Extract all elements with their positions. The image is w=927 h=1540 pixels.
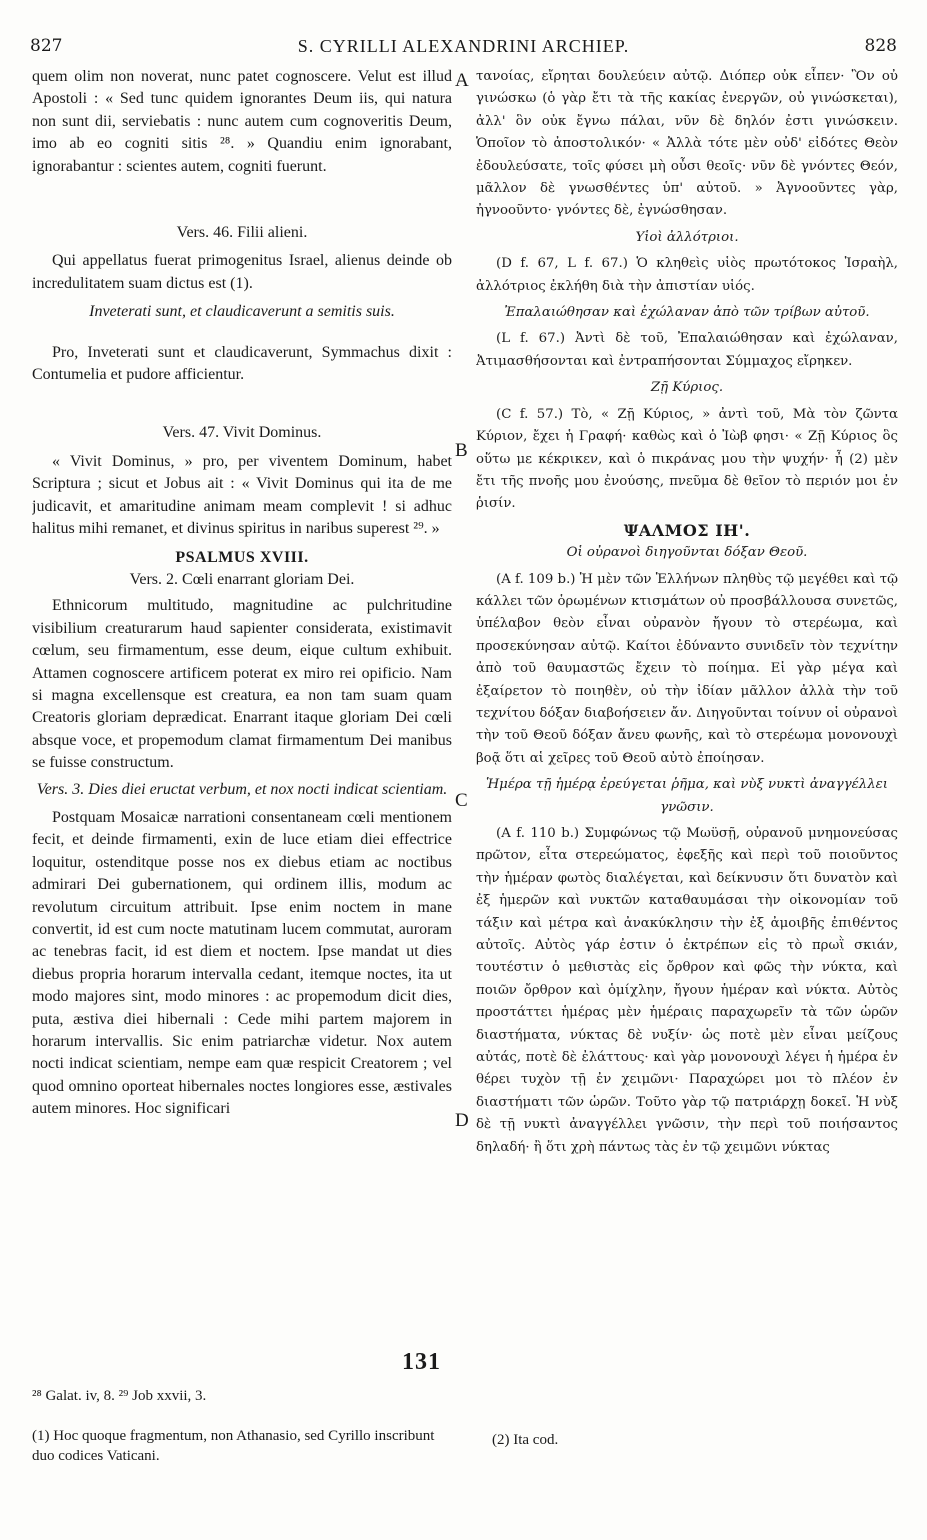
greek-paragraph: (C f. 57.) Τὸ, « Ζῇ Κύριος, » ἀντὶ τοῦ, Μὰ τὸν ζῶντα Κύριον, ἔχει ἡ Γραφή· καθὼς καὶ ὁ Ἰὼβ φησι· « Ζῇ Κύριος ὃς οὕτω με κέκρικεν, καὶ ὁ πικράνας μου τὴν ψυχήν· ἦ (2) μὲν ἔτι τῆς πνοῆς μου ἐνούσης, πνεῦμα δὲ θεῖον τὸ περιόν μοι ἐν ῥισίν. [476,406,898,512]
greek-heading: Οἱ οὐρανοὶ διηγοῦνται δόξαν Θεοῦ. [566,545,808,561]
scripture-refs: ²⁸ Galat. iv, 8. ²⁹ Job xxvii, 3. [32,1388,207,1404]
verse-heading: Vers. 47. Vivit Dominus. [162,424,322,442]
latin-paragraph: Pro, Inveterati sunt et claudicaverunt, Symmachus dixit : Contumelia et pudore afficientur. [32,343,452,384]
page-number-right: 828 [864,36,897,56]
verse-heading: Inveterati sunt, et claudicaverunt a semitis suis. [89,303,395,321]
verse-heading: Vers. 2. Cœli enarrant gloriam Dei. [129,570,355,588]
page-number-left: 827 [30,36,63,56]
verse-heading: Vers. 46. Filii alieni. [176,224,308,242]
footnote-left [32,1386,452,1466]
greek-paragraph: (L f. 67.) Ἀντὶ δὲ τοῦ, Ἐπαλαιώθησαν καὶ ἐχώλαναν, Ἀτιμασθήσονται καὶ ἐντραπήσονται Σύμμαχος εἴρηκεν. [476,331,898,369]
page-header [30,36,897,64]
greek-paragraph: (A f. 109 b.) Ἡ μὲν τῶν Ἑλλήνων πληθὺς τῷ μεγέθει καὶ τῷ κάλλει τῶν ὁρωμένων κτισμάτων οὐ προσβάλλουσα συνετῶς, ὑπέλαβον θεὸν εἶναι οὐρανὸν ἤγουν τὸ στερέωμα, καὶ προσεκύνησαν αὐτῷ. Καίτοι ἐδύναντο συνιδεῖν τὸν τεχνίτην ἀπὸ τοῦ θαυμαστῶς ἔχειν τὸ ποίημα. Εἰ γὰρ μέγα καὶ ἐξαίρετον τὸ ποιηθὲν, οὐ τὴν ἰδίαν μᾶλλον ἀλλὰ τὴν τοῦ τεχνίτου δόξαν διαβοήσειεν ἄν. Διηγοῦνται τοίνυν οἱ οὐρανοὶ τὴν τοῦ Θεοῦ δόξαν ἄνευ φωνῆς, καὶ τὸ στερέωμα μονονουχὶ βοᾷ ὅτι αἱ χεῖρες τοῦ Θεοῦ αὐτὸ ἐποίησαν. [476,571,898,766]
margin-letter-a: A [455,70,469,91]
psalm-title: PSALMUS XVIII. [175,548,309,566]
latin-column [32,66,452,1386]
latin-paragraph: quem olim non noverat, nunc patet cognoscere. Velut est illud Apostoli : « Sed tunc quidem ignorantes Deum iis, qui natura non sunt dii, serviebatis : nunc autem cum cognoveritis Deum, imo ab eo cogniti sitis ²⁸. » Quandiu enim ignorabant, ignorabantur : scientes autem, cogniti fuerunt. [32,68,452,175]
greek-heading: Ἐπαλαιώθησαν καὶ ἐχώλαναν ἀπὸ τῶν τρίβων αὐτοῦ. [504,305,870,321]
footnote-2: (2) Ita cod. [492,1432,559,1448]
greek-heading: Ζῇ Κύριος. [650,380,724,396]
latin-paragraph: Qui appellatus fuerat primogenitus Israel, alienus deinde ob incredulitatem suam dictus est (1). [32,252,452,292]
psalm-title: ΨΑΛΜΟΣ ΙΗ'. [623,520,751,540]
verse-heading: Vers. 3. Dies diei eructat verbum, et nox nocti indicat scientiam. [36,780,448,798]
latin-paragraph: Postquam Mosaicæ narrationi consentaneam cœli mentionem fecit, et deinde firmamenti, exin de luce etiam diei effectrice loquitur, ostenditque posse nos ex diebus etiam ac noctibus admirari Dei gubernationem, qui ordinem illis, modum ac revolutum circuitum attribuit. Ipse enim noctem in mane convertit, id est cum nocte matutinam lucem commutat, auroram ac tenebras facit, id est diem et noctem. Ipse mandat ut dies diebus propria horarum intervalla cedant, itemque noctes, ita ut modo majores sint, modo minores : ac propemodum dicit dies, puta, æstiva diei hibernali : Cede mihi partem majorem in horarum intervallis. Sic enim patriarchæ videtur. Nox autem nocti indicat scientiam, nempe eam quæ respicit Creatorem ; vel quod omnino oporteat hibernales noctes longiores esse, æstivales autem minores. Hoc significari [32,808,452,1118]
greek-heading: Υἱοὶ ἀλλότριοι. [635,229,739,245]
greek-paragraph: τανοίας, εἴρηται δουλεύειν αὐτῷ. Διόπερ οὐκ εἶπεν· Ὃν οὐ γινώσκω (ὁ γὰρ ἔτι τὰ τῆς κακίας ἐνεργῶν, οὐ γινώσκεται), ἀλλ' ὃν οὐκ ἔγνω πάλαι, νῦν δὲ δηλόν ἐστι γινώσκειν. Ὁποῖον τὸ ἀποστολικόν· « Ἀλλὰ τότε μὲν οὐδ' εἰδότες Θεὸν ἐδουλεύσατε, τοῖς φύσει μὴ οὖσι θεοῖς· νῦν δὲ γνόντες Θεόν, μᾶλλον δὲ γνωσθέντες ὑπ' αὐτοῦ. » Ἀγνοοῦντες γὰρ, ἠγνοοῦντο· γνόντες δὲ, ἐγνώσθησαν. [476,69,898,219]
signature-mark: 131 [402,1349,441,1375]
latin-paragraph: « Vivit Dominus, » pro, per viventem Dominum, habet Scriptura ; sicut et Jobus ait : « Vivit Dominus qui ita de me judicavit, et amaritudine animam meam complevit ! si adhuc halitus mihi remanet, et divinus spiritus in naribus superest ²⁹. » [32,452,452,538]
margin-letter-d: D [455,1110,469,1131]
footnote-1: (1) Hoc quoque fragmentum, non Athanasio, sed Cyrillo inscribunt duo codices Vaticani. [32,1428,435,1464]
latin-paragraph: Ethnicorum multitudo, magnitudine ac pulchritudine visibilium creaturarum haud sapienter considerata, existimavit cœlum, seu firmamentum, esse deum, eique cultum exhibuit. Attamen cognoscere artificem poterat ex miro rei opificio. Nam si magna excellensque est creatura, ea non tam suam quam Creatoris gloriam deprædicat. Enarrant itaque gloriam Dei cœli absque voce, et propemodum clamat firmamentum Dei manibus se fuisse constructum. [32,597,452,772]
margin-letter-c: C [455,790,468,811]
margin-letter-b: B [455,440,468,461]
greek-heading: Ἡμέρα τῇ ἡμέρᾳ ἐρεύγεται ῥῆμα, καὶ νὺξ νυκτὶ ἀναγγέλλει γνῶσιν. [485,777,888,815]
greek-column [476,66,898,1386]
running-title: S. CYRILLI ALEXANDRINI ARCHIEP. [297,36,630,56]
greek-paragraph: (D f. 67, L f. 67.) Ὁ κληθεὶς υἱὸς πρωτότοκος Ἰσραὴλ, ἀλλότριος ἐκλήθη διὰ τὴν ἀπιστίαν υἱός. [476,256,898,294]
greek-paragraph: (A f. 110 b.) Συμφώνως τῷ Μωϋσῇ, οὐρανοῦ μνημονεύσας πρῶτον, εἶτα στερεώματος, ἐφεξῆς καὶ περὶ τοῦ ποιοῦντος τὴν ἡμέραν φωτὸς διαλέγεται, καὶ δείκνυσιν ὅτι δυνατὸν καὶ ἐξ ἡμερῶν καὶ νυκτῶν καταθαυμάσαι τὴν οἰκονομίαν τοῦ τάξιν καὶ μέτρα καὶ ἀνακύκλησιν τὴν ἐξ ἀμοιβῆς ἐπιθέντος αὐτοῖς. Αὐτὸς γάρ ἐστιν ὁ ἐκτρέπων εἰς τὸ πρωῒ σκιάν, τουτέστιν ὁ μεθιστὰς εἰς ὄρθρον καὶ φῶς τὴν νύκτα, καὶ ποιῶν ὄρθρον καὶ ὁμίχλην, ἤγουν ἡμέραν καὶ νύκτα. Αὐτὸς προστάττει ἡμέρας μὲν ἡμέραις παραχωρεῖν τὰ τῶν ὡρῶν διαστήματα, νύκτας δὲ νυξίν· ὡς ποτὲ μὲν εἶναι μείζους αὐτάς, ποτὲ δὲ ἐλάττους· καὶ γὰρ μονονουχὶ λέγει ἡ ἡμέρα ἐν θέρει τυχὸν τῇ ἐν χειμῶνι· Παραχώρει μοι τὸ πλέον ἐν διαστήματι τῶν ὡρῶν. Τοῦτο γὰρ τῷ πατριάρχῃ δοκεῖ. Ἡ νὺξ δὲ τῇ νυκτὶ ἀναγγέλλει γνῶσιν, τὴν περὶ τοῦ ποιήσαντος δηλαδή· ἢ ὅτι χρὴ πάντως τὰς ἐν τῷ χειμῶνι νύκτας [476,826,898,1155]
